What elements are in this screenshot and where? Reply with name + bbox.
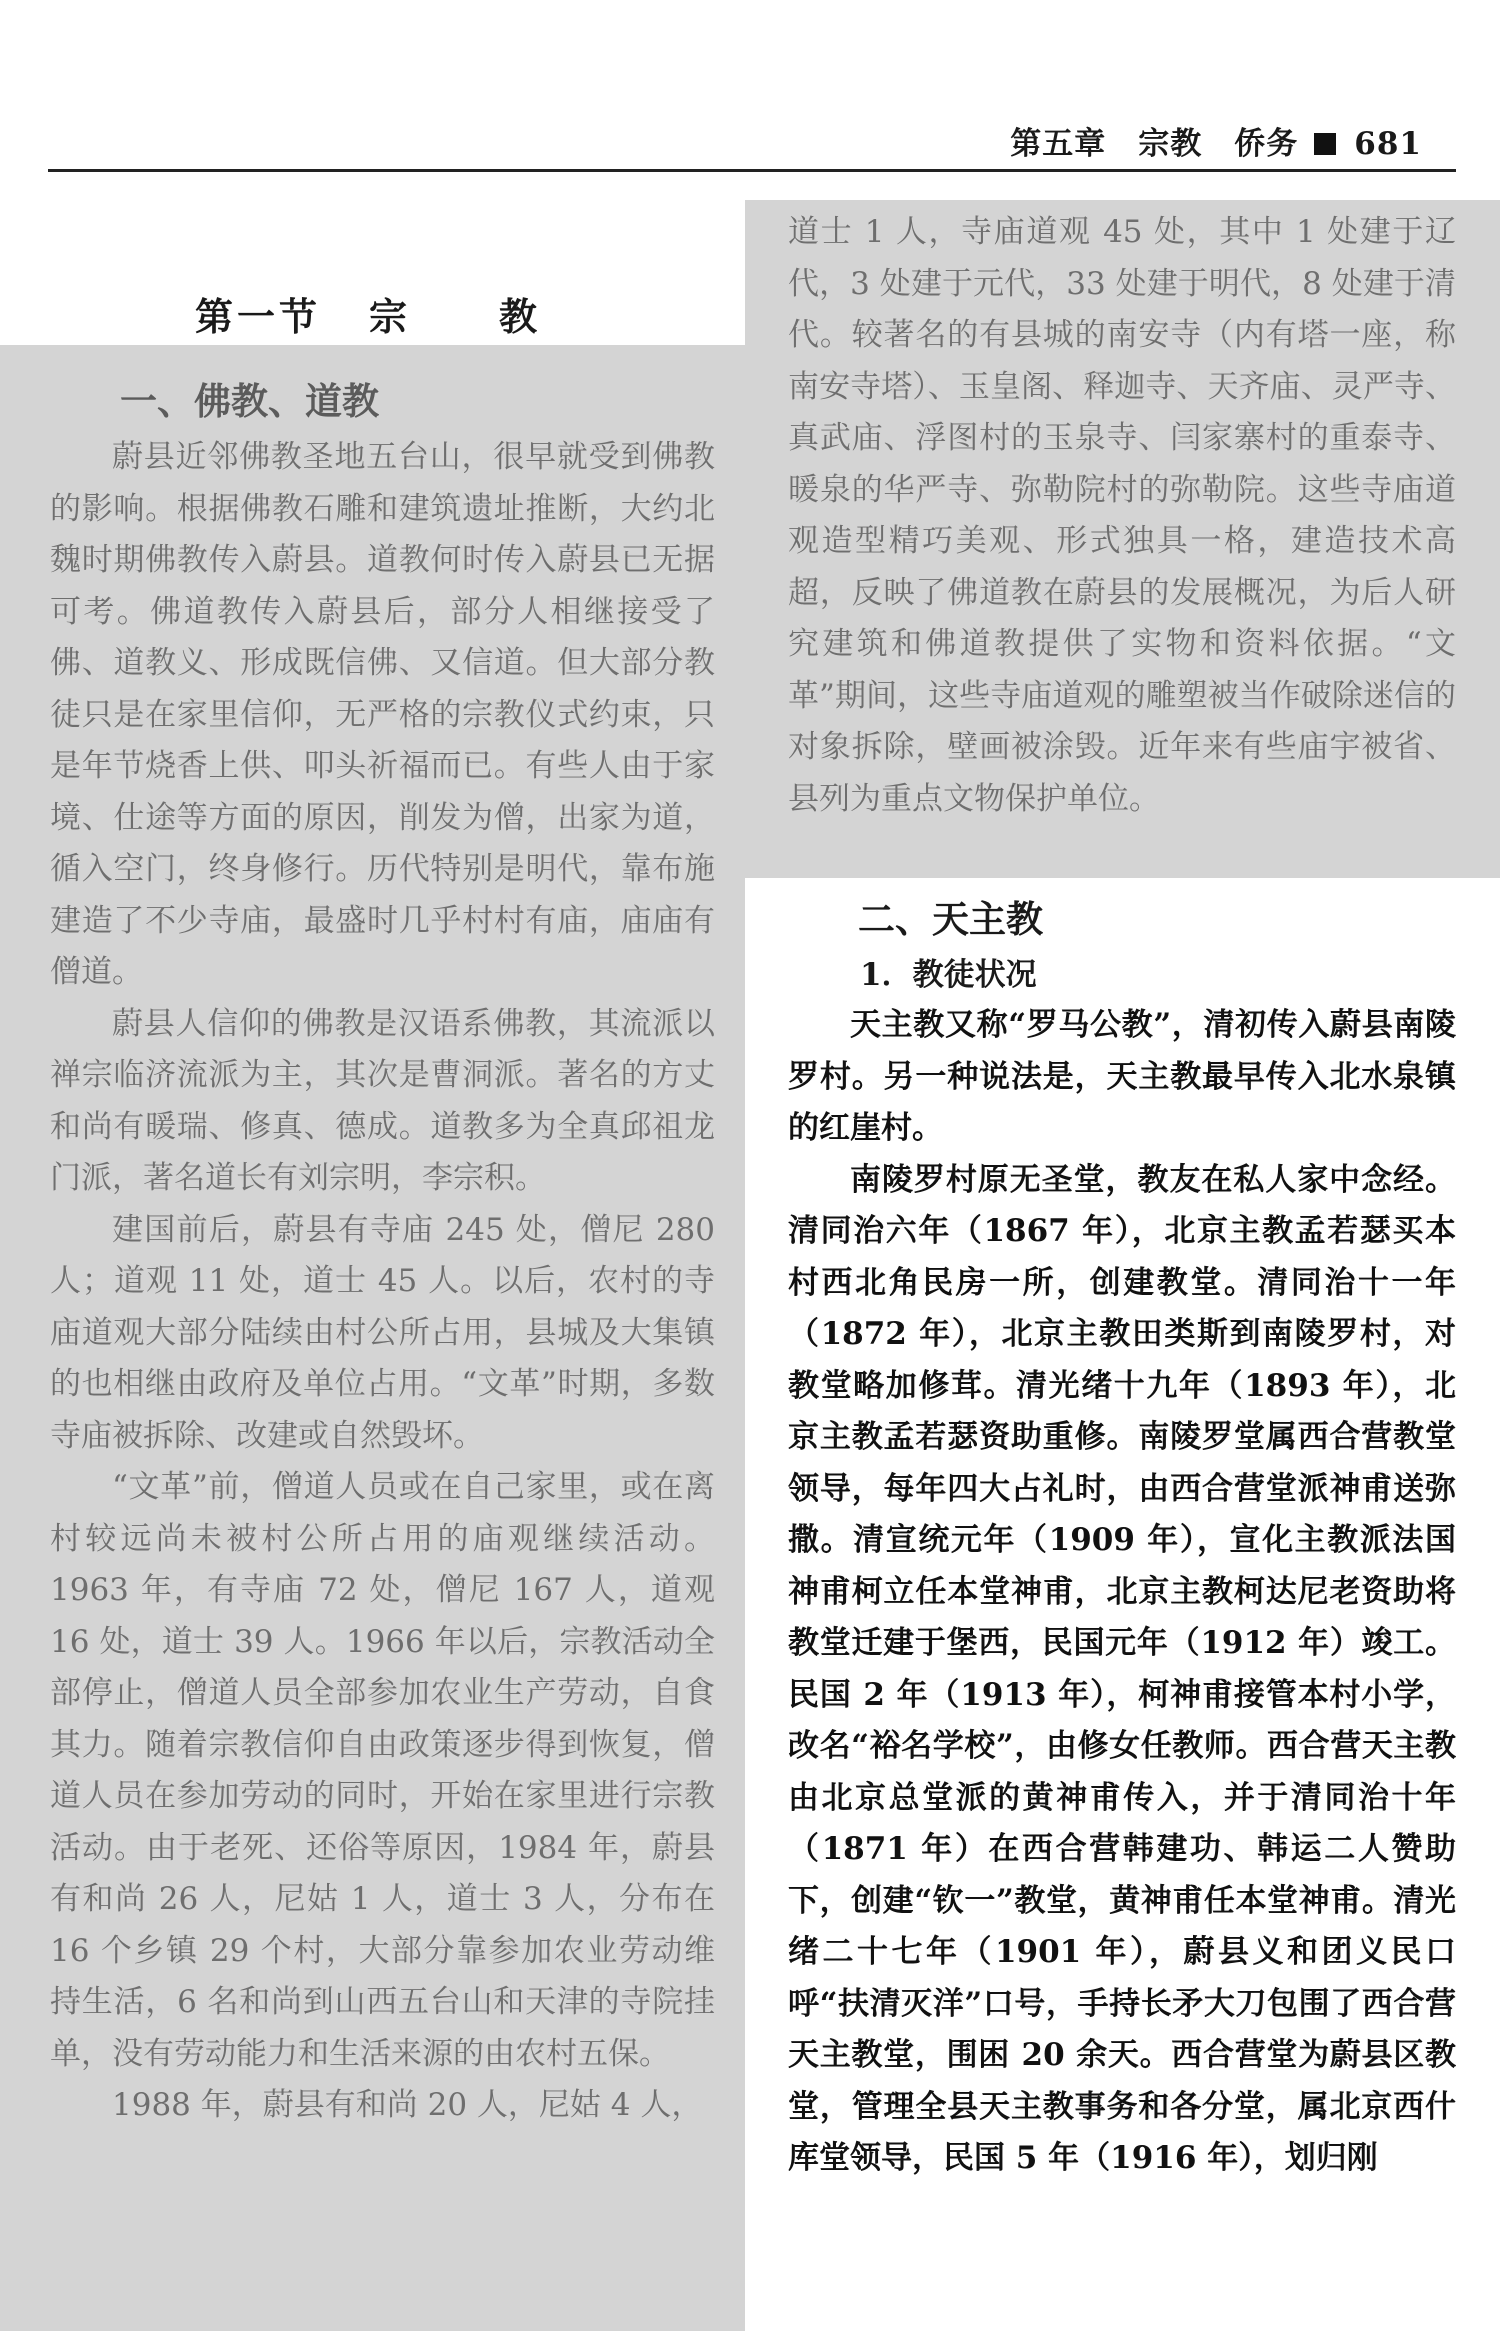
paragraph: 南陵罗村原无圣堂，教友在私人家中念经。清同治六年（1867 年），北京主教孟若瑟买本村西北角民房一所，创建教堂。清同治十一年（1872 年），北京主教田类斯到南陵罗村，对教堂略加修茸。清光绪十九年（1893 年），北京主教孟若瑟资助重修。南陵罗堂属西合营教堂领导，每年四大占礼时，由西合营堂派神甫送弥撒。清宣统元年（1909 年），宣化主教派法国神甫柯立任本堂神甫，北京主教柯达尼老资助将教堂迁建于堡西，民国元年（1912 年）竣工。民国 2 年（1913 年），柯神甫接管本村小学，改名“裕名学校”，由修女任教师。西合营天主教由北京总堂派的黄神甫传入，并于清同治十年（1871 年）在西合营韩建功、韩运二人赞助下，创建“钦一”教堂，黄神甫任本堂神甫。清光绪二十七年（1901 年），蔚县义和团义民口呼“扶清灭洋”口号，手持长矛大刀包围了西合营天主教堂，围困 20 余天。西合营堂为蔚县区教堂，管理全县天主教事务和各分堂，属北京西什库堂领导，民国 5 年（1916 年），划归刚 bbox=[788, 1161, 1456, 2176]
page-number: 681 bbox=[1354, 126, 1422, 162]
paragraph: 1988 年，蔚县有和尚 20 人，尼姑 4 人， bbox=[112, 2087, 703, 2123]
buddhism-taoism-heading: 一、佛教、道教 bbox=[120, 379, 379, 423]
paragraph: 建国前后，蔚县有寺庙 245 处，僧尼 280 人；道观 11 处，道士 45 人。以后，农村的寺庙道观大部分陆续由村公所占用，县城及大集镇的也相继由政府及单位占用。“文革”时期，多数寺庙被拆除、改建或自然毁坏。 bbox=[50, 1211, 715, 1454]
paragraph: 天主教又称“罗马公教”，清初传入蔚县南陵罗村。另一种说法是，天主教最早传入北水泉镇的红崖村。 bbox=[788, 1007, 1456, 1146]
right-column-bottom bbox=[788, 888, 1456, 2185]
paragraph: 道士 1 人，寺庙道观 45 处，其中 1 处建于辽代，3 处建于元代，33 处建于明代，8 处建于清代。较著名的有县城的南安寺（内有塔一座，称南安寺塔）、玉皇阁、释迦寺、天齐庙、灵严寺、真武庙、浮图村的玉泉寺、闫家寨村的重泰寺、暖泉的华严寺、弥勒院村的弥勒院。这些寺庙道观造型精巧美观、形式独具一格，建造技术高超，反映了佛道教在蔚县的发展概况，为后人研究建筑和佛道教提供了实物和资料依据。“文革”期间，这些寺庙道观的雕塑被当作破除迷信的对象拆除，壁画被涂毁。近年来有些庙宇被省、县列为重点文物保护单位。 bbox=[788, 214, 1456, 817]
section-title-word-1: 宗 bbox=[369, 294, 412, 339]
catholicism-heading: 二、天主教 bbox=[858, 897, 1043, 941]
page-header bbox=[0, 118, 1422, 163]
right-column-top bbox=[788, 207, 1456, 825]
section-title-word-2: 教 bbox=[499, 294, 542, 339]
paragraph: 蔚县近邻佛教圣地五台山，很早就受到佛教的影响。根据佛教石雕和建筑遗址推断，大约北魏时期佛教传入蔚县。道教何时传入蔚县已无据可考。佛道教传入蔚县后，部分人相继接受了佛、道教义、形成既信佛、又信道。但大部分教徒只是在家里信仰，无严格的宗教仪式约束，只是年节烧香上供、叩头祈福而已。有些人由于家境、仕途等方面的原因，削发为僧，出家为道，循入空门，终身修行。历代特别是明代，靠布施建造了不少寺庙，最盛时几乎村村有庙，庙庙有僧道。 bbox=[50, 439, 715, 990]
section-title bbox=[195, 286, 541, 341]
paragraph: “文革”前，僧道人员或在自己家里，或在离村较远尚未被村公所占用的庙观继续活动。1963 年，有寺庙 72 处，僧尼 167 人，道观 16 处，道士 39 人。1966 年以后，宗教活动全部停止，僧道人员全部参加农业生产劳动，自食其力。随着宗教信仰自由政策逐步得到恢复，僧道人员在参加劳动的同时，开始在家里进行宗教活动。由于老死、还俗等原因，1984 年，蔚县有和尚 26 人，尼姑 1 人，道士 3 人，分布在 16 个乡镇 29 个村，大部分靠参加农业劳动维持生活，6 名和尚到山西五台山和天津的寺院挂单，没有劳动能力和生活来源的由农村五保。 bbox=[50, 1469, 715, 2072]
square-separator-icon bbox=[1314, 133, 1336, 155]
left-column bbox=[50, 370, 715, 2132]
chapter-title: 第五章 宗教 侨务 bbox=[1010, 126, 1299, 162]
paragraph: 蔚县人信仰的佛教是汉语系佛教，其流派以禅宗临济流派为主，其次是曹洞派。著名的方丈和尚有暖瑞、修真、德成。道教多为全真邱祖龙门派，著名道长有刘宗明，李宗积。 bbox=[50, 1005, 715, 1196]
believers-subheading: 1．教徒状况 bbox=[860, 957, 1037, 993]
section-title-number: 第一节 bbox=[195, 294, 322, 339]
header-rule bbox=[48, 169, 1456, 172]
